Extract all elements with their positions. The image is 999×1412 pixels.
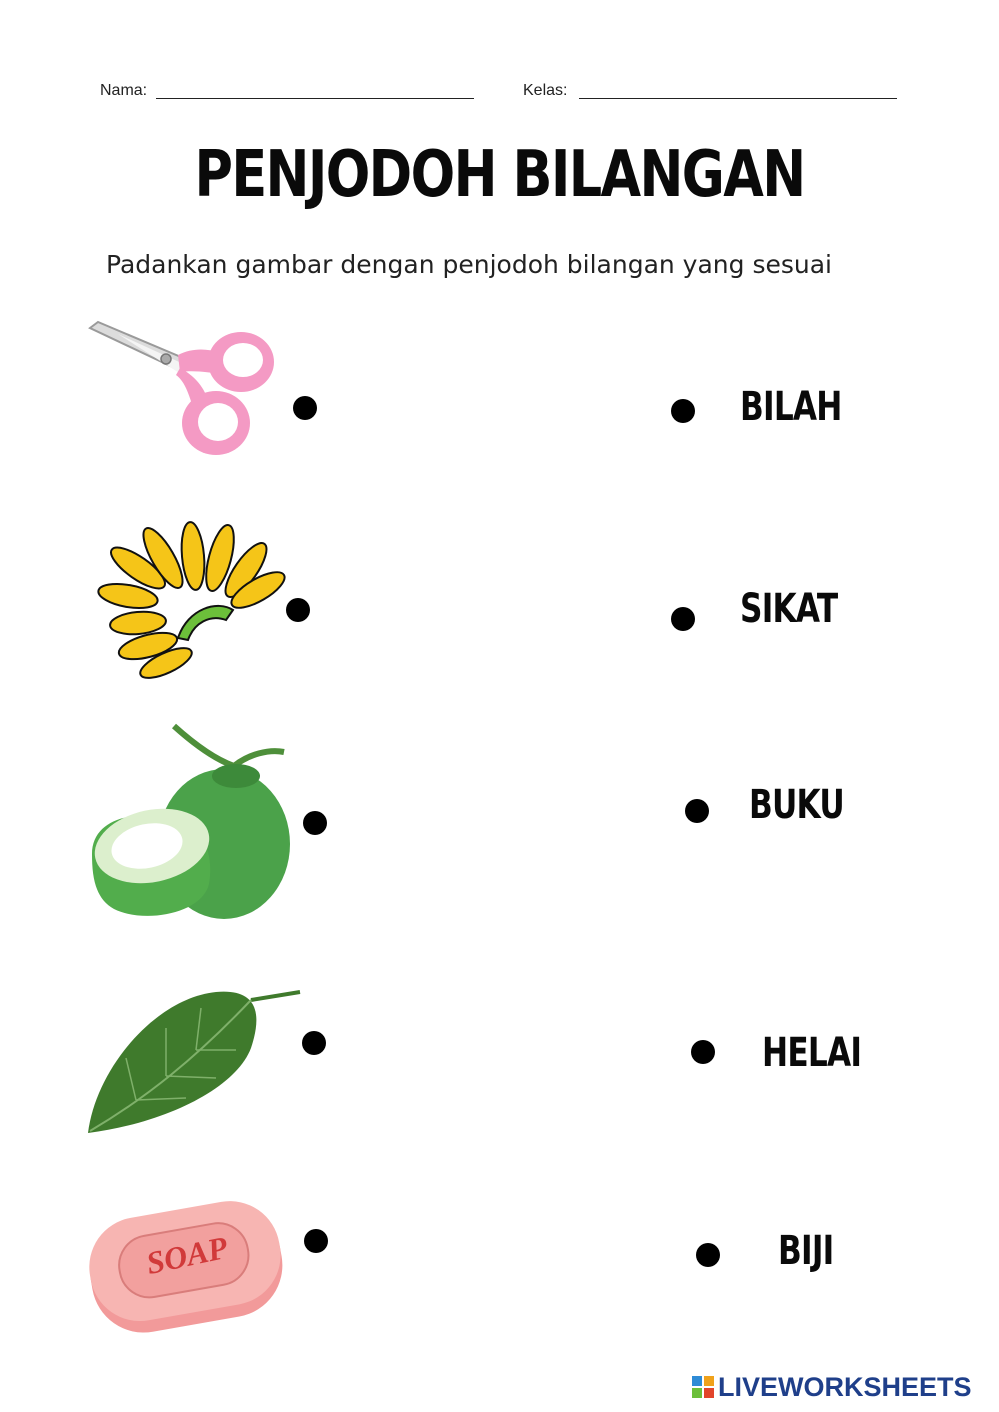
- brand-name: LIVEWORKSHEETS: [718, 1371, 972, 1402]
- word-helai: HELAI: [762, 1030, 862, 1076]
- soap-icon: [86, 1195, 286, 1340]
- logo-grid-icon: [692, 1376, 714, 1398]
- word-bilah: BILAH: [740, 384, 842, 430]
- name-field[interactable]: [156, 98, 474, 99]
- liveworksheets-logo: [692, 1372, 972, 1402]
- picture-dot-3[interactable]: [303, 811, 327, 835]
- word-buku: BUKU: [749, 782, 844, 828]
- soap-label: SOAP: [143, 1228, 231, 1282]
- class-field[interactable]: [579, 98, 897, 99]
- word-dot-4[interactable]: [691, 1040, 715, 1064]
- class-label: Kelas:: [523, 82, 568, 99]
- scissors-icon: [88, 320, 283, 460]
- page-title: PENJODOH BILANGAN: [194, 138, 805, 212]
- leaf-icon: [86, 988, 304, 1138]
- word-dot-2[interactable]: [671, 607, 695, 631]
- picture-dot-4[interactable]: [302, 1031, 326, 1055]
- word-biji: BIJI: [778, 1228, 834, 1274]
- word-dot-1[interactable]: [671, 399, 695, 423]
- word-sikat: SIKAT: [740, 586, 838, 632]
- instruction-text: Padankan gambar dengan penjodoh bilangan yang sesuai: [106, 250, 833, 279]
- picture-dot-5[interactable]: [304, 1229, 328, 1253]
- coconut-icon: [84, 724, 294, 929]
- banana-bunch-icon: [98, 528, 278, 678]
- picture-dot-2[interactable]: [286, 598, 310, 622]
- word-dot-5[interactable]: [696, 1243, 720, 1267]
- word-dot-3[interactable]: [685, 799, 709, 823]
- picture-dot-1[interactable]: [293, 396, 317, 420]
- name-label: Nama:: [100, 82, 148, 99]
